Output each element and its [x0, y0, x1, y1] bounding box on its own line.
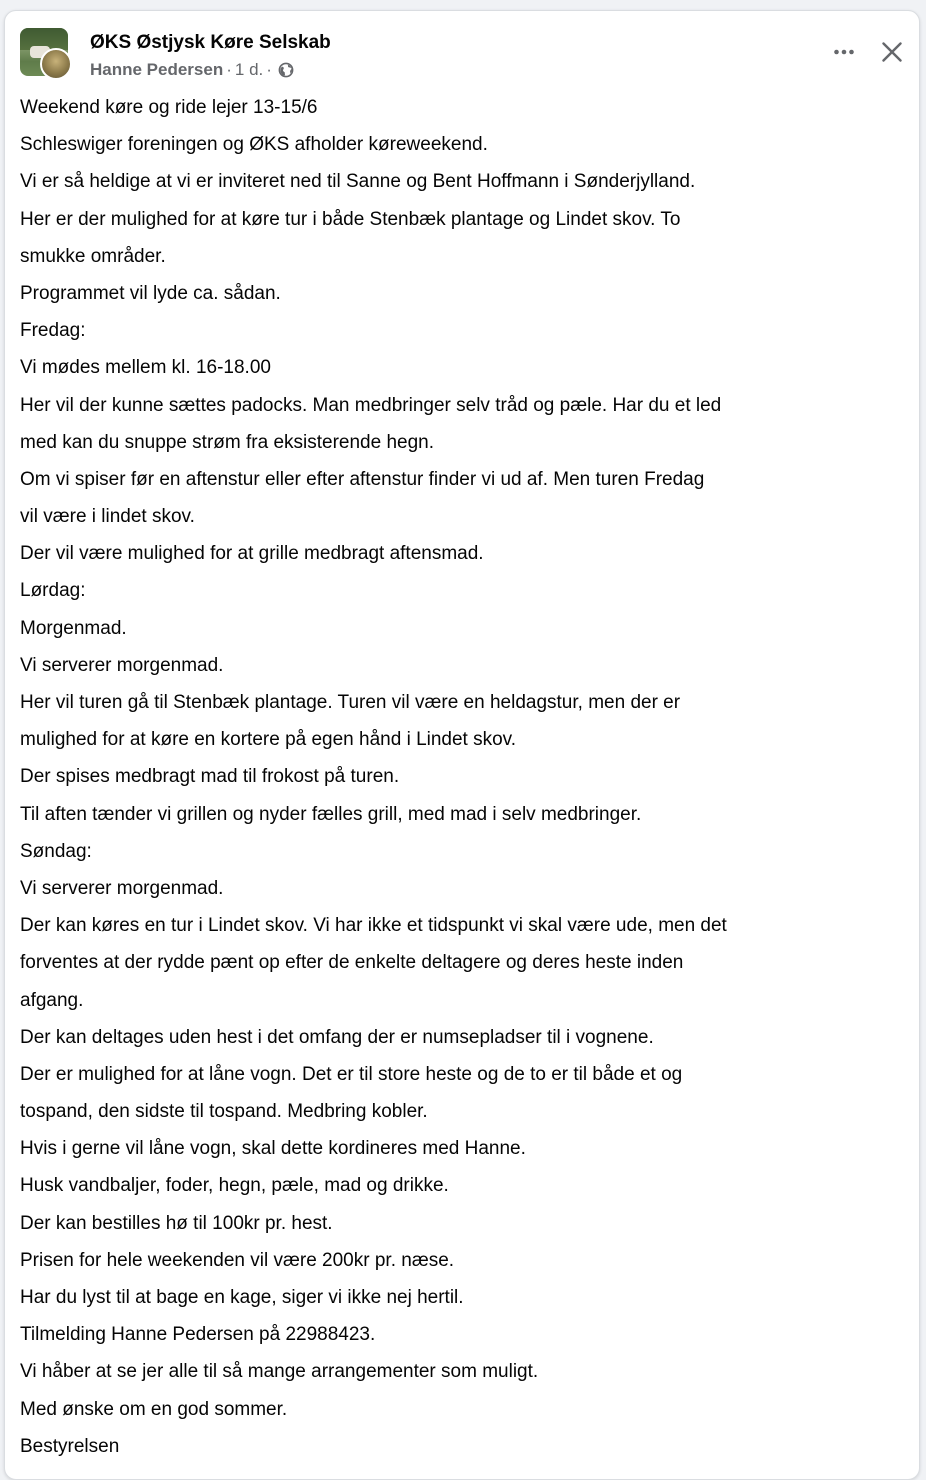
group-name-link[interactable]: ØKS Østjysk Køre Selskab [90, 32, 331, 53]
post-text-line: Søndag: [20, 840, 92, 862]
post-text-line: forventes at der rydde pænt op efter de enkelte deltagere og deres heste inden [20, 952, 684, 974]
more-horizontal-icon [832, 40, 856, 64]
post-text-line: Hvis i gerne vil låne vogn, skal dette kordineres med Hanne. [20, 1138, 526, 1160]
post-text-line: Programmet vil lyde ca. sådan. [20, 282, 281, 304]
post-text-line: Vi håber at se jer alle til så mange arrangementer som muligt. [20, 1361, 539, 1383]
post-text-line: vil være i lindet skov. [20, 506, 195, 528]
post-text-line: Morgenmad. [20, 617, 127, 639]
post-text-line: Her er der mulighed for at køre tur i både Stenbæk plantage og Lindet skov. To [20, 208, 681, 230]
post-text-line: Der kan køres en tur i Lindet skov. Vi har ikke et tidspunkt vi skal være ude, men det [20, 915, 727, 937]
post-text-line: afgang. [20, 989, 84, 1011]
post-text-line: Vi serverer morgenmad. [20, 877, 224, 899]
post-text-line: Schleswiger foreningen og ØKS afholder køreweekend. [20, 134, 488, 156]
post-text-line: Her vil turen gå til Stenbæk plantage. Turen vil være en heldagstur, men der er [20, 692, 681, 713]
author-name-link[interactable]: Hanne Pedersen [90, 60, 224, 79]
post-text-line: med kan du snuppe strøm fra eksisterende hegn. [20, 431, 435, 453]
post-actions [826, 34, 910, 70]
post-header [20, 28, 910, 78]
close-button[interactable] [874, 34, 910, 70]
globe-icon[interactable] [278, 62, 294, 78]
post-text-line: Weekend køre og ride lejer 13-15/6 [20, 97, 318, 118]
post-text-line: tospand, den sidste til tospand. Medbring kobler. [20, 1101, 428, 1123]
close-icon [880, 40, 904, 64]
meta-separator: · [226, 60, 232, 79]
post-text-line: Bestyrelsen [20, 1435, 120, 1457]
post-text-line: Der kan deltages uden hest i det omfang der er numsepladser til i vognene. [20, 1026, 654, 1048]
post-text-line: mulighed for at køre en kortere på egen hånd i Lindet skov. [20, 729, 517, 751]
avatar-stack[interactable] [20, 28, 70, 78]
author-avatar[interactable] [40, 48, 72, 80]
post-text-line: smukke områder. [20, 245, 166, 267]
post-body [20, 89, 780, 1465]
post-text-line: Der er mulighed for at låne vogn. Det er til store heste og de to er til både et og [20, 1063, 683, 1085]
post-text-line: Vi er så heldige at vi er inviteret ned til Sanne og Bent Hoffmann i Sønderjylland. [20, 171, 696, 193]
post-timestamp[interactable]: 1 d. [234, 60, 264, 79]
more-options-button[interactable] [826, 34, 862, 70]
post-text-line: Der vil være mulighed for at grille medbragt aftensmad. [20, 543, 484, 565]
meta-separator: · [266, 60, 272, 79]
post-text-line: Vi serverer morgenmad. [20, 654, 224, 676]
post-card [4, 10, 920, 1480]
post-text-line: Om vi spiser før en aftenstur eller efter aftenstur finder vi ud af. Men turen Fredag [20, 468, 705, 490]
post-text-line: Her vil der kunne sættes padocks. Man medbringer selv tråd og pæle. Har du et led [20, 394, 722, 416]
post-text-line: Har du lyst til at bage en kage, siger vi ikke nej hertil. [20, 1287, 464, 1308]
post-text-line: Vi mødes mellem kl. 16-18.00 [20, 357, 271, 379]
post-text-line: Der spises medbragt mad til frokost på turen. [20, 766, 400, 788]
post-text-line: Der kan bestilles hø til 100kr pr. hest. [20, 1212, 333, 1234]
post-text-line: Fredag: [20, 320, 86, 342]
post-text-line: Prisen for hele weekenden vil være 200kr pr. næse. [20, 1249, 455, 1271]
post-text-line: Lørdag: [20, 580, 86, 602]
post-text-line: Husk vandbaljer, foder, hegn, pæle, mad og drikke. [20, 1175, 449, 1197]
post-text-line: Tilmelding Hanne Pedersen på 22988423. [20, 1324, 376, 1346]
post-text-line: Med ønske om en god sommer. [20, 1398, 288, 1420]
post-text-line: Til aften tænder vi grillen og nyder fælles grill, med mad i selv medbringer. [20, 803, 642, 825]
post-meta [90, 60, 294, 80]
